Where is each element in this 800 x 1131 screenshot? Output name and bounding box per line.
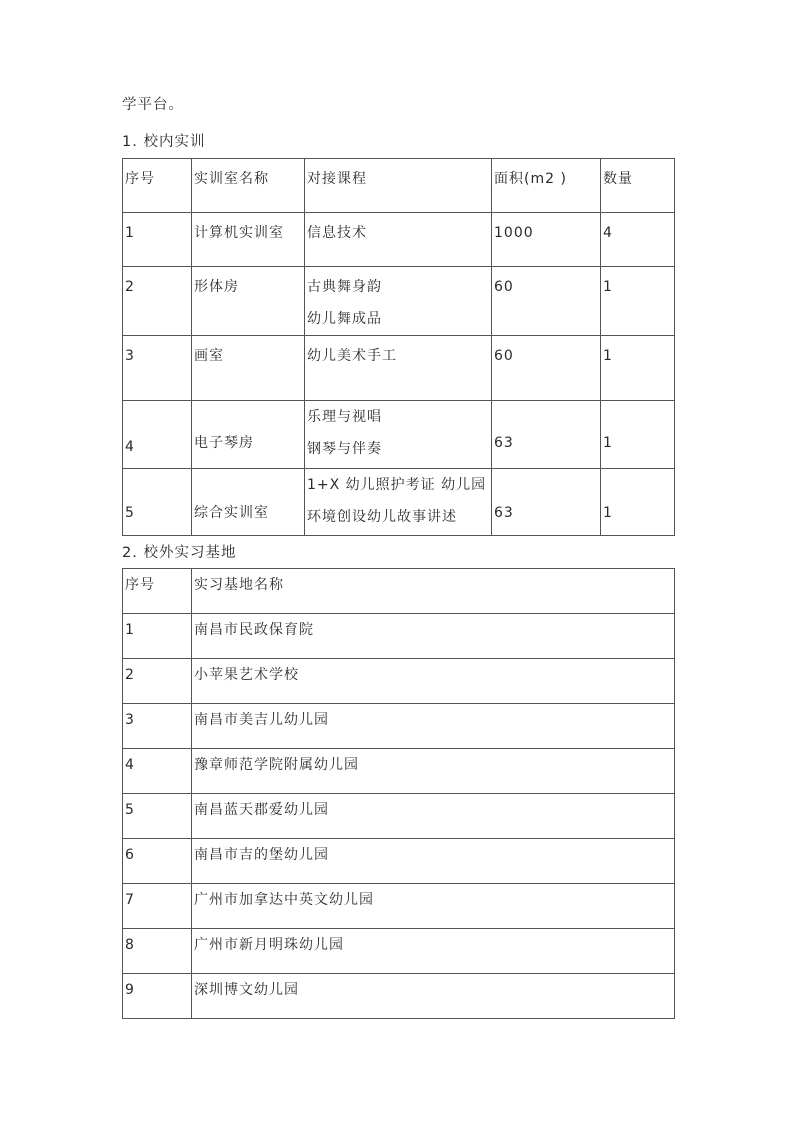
row-area: 60 bbox=[494, 279, 514, 295]
row-no: 9 bbox=[125, 982, 135, 998]
table-cell bbox=[192, 704, 675, 749]
table-header-row bbox=[123, 159, 675, 213]
table-row bbox=[123, 884, 675, 929]
row-room-name: 电子琴房 bbox=[194, 435, 254, 451]
table-row bbox=[123, 839, 675, 884]
row-qty: 1 bbox=[603, 435, 613, 451]
table-cell bbox=[305, 401, 492, 469]
table-cell bbox=[192, 929, 675, 974]
oncampus-training-table bbox=[122, 158, 675, 536]
header-cell bbox=[305, 159, 492, 213]
row-no: 5 bbox=[125, 802, 135, 818]
row-no: 2 bbox=[125, 279, 135, 295]
header-cell bbox=[123, 569, 192, 614]
table-cell bbox=[123, 884, 192, 929]
table-cell bbox=[123, 974, 192, 1019]
row-no: 5 bbox=[125, 505, 135, 521]
header-cell bbox=[192, 569, 675, 614]
intro-text: 学平台。 bbox=[122, 97, 184, 113]
table-cell bbox=[492, 336, 601, 401]
row-area: 1000 bbox=[494, 225, 534, 241]
table-cell bbox=[123, 704, 192, 749]
table-cell bbox=[192, 267, 305, 336]
table-cell bbox=[192, 401, 305, 469]
row-base-name: 南昌市吉的堡幼儿园 bbox=[194, 847, 329, 863]
table-row bbox=[123, 974, 675, 1019]
row-course-line: 信息技术 bbox=[307, 225, 367, 241]
row-base-name: 南昌市民政保育院 bbox=[194, 622, 314, 638]
table-cell bbox=[492, 469, 601, 536]
table-row bbox=[123, 929, 675, 974]
table-cell bbox=[601, 336, 675, 401]
table-row bbox=[123, 267, 675, 336]
row-no: 4 bbox=[125, 757, 135, 773]
table-cell bbox=[123, 749, 192, 794]
table-cell bbox=[492, 213, 601, 267]
table-cell bbox=[123, 401, 192, 469]
table-row bbox=[123, 401, 675, 469]
row-course-line: 古典舞身韵 bbox=[307, 279, 382, 295]
row-no: 3 bbox=[125, 712, 135, 728]
table-cell bbox=[123, 614, 192, 659]
row-qty: 1 bbox=[603, 279, 613, 295]
table-cell bbox=[305, 469, 492, 536]
row-base-name: 小苹果艺术学校 bbox=[194, 667, 299, 683]
table-cell bbox=[192, 974, 675, 1019]
header-course: 对接课程 bbox=[307, 171, 367, 187]
table-cell bbox=[601, 469, 675, 536]
section1-heading: 1. 校内实训 bbox=[122, 134, 206, 150]
table-cell bbox=[601, 267, 675, 336]
table-cell bbox=[192, 614, 675, 659]
row-qty: 4 bbox=[603, 225, 613, 241]
table-cell bbox=[305, 213, 492, 267]
table-cell bbox=[123, 213, 192, 267]
row-qty: 1 bbox=[603, 348, 613, 364]
table-cell bbox=[123, 794, 192, 839]
row-room-name: 综合实训室 bbox=[194, 505, 269, 521]
table-cell bbox=[192, 794, 675, 839]
table-cell bbox=[123, 336, 192, 401]
table-cell bbox=[192, 749, 675, 794]
table-cell bbox=[601, 213, 675, 267]
offcampus-internship-table bbox=[122, 568, 675, 1019]
row-room-name: 形体房 bbox=[194, 279, 239, 295]
row-base-name: 广州市新月明珠幼儿园 bbox=[194, 937, 344, 953]
row-course-line: 1+X 幼儿照护考证 幼儿园 bbox=[307, 477, 487, 493]
table-cell bbox=[123, 659, 192, 704]
row-no: 2 bbox=[125, 667, 135, 683]
table-cell bbox=[192, 839, 675, 884]
table-row bbox=[123, 704, 675, 749]
table-cell bbox=[192, 469, 305, 536]
table-cell bbox=[123, 839, 192, 884]
header-qty: 数量 bbox=[603, 171, 633, 187]
table-cell bbox=[192, 213, 305, 267]
row-course-line: 乐理与视唱 bbox=[307, 409, 382, 425]
table-row bbox=[123, 213, 675, 267]
table-cell bbox=[123, 929, 192, 974]
row-base-name: 南昌蓝天郡爱幼儿园 bbox=[194, 802, 329, 818]
table-cell bbox=[305, 267, 492, 336]
table-row bbox=[123, 749, 675, 794]
header-room-name: 实训室名称 bbox=[194, 171, 269, 187]
header-cell bbox=[192, 159, 305, 213]
table-row bbox=[123, 614, 675, 659]
table-row bbox=[123, 469, 675, 536]
header-cell bbox=[601, 159, 675, 213]
row-no: 8 bbox=[125, 937, 135, 953]
header-no: 序号 bbox=[125, 171, 155, 187]
table-row bbox=[123, 659, 675, 704]
row-area: 63 bbox=[494, 505, 514, 521]
row-no: 7 bbox=[125, 892, 135, 908]
row-room-name: 画室 bbox=[194, 348, 224, 364]
row-room-name: 计算机实训室 bbox=[194, 225, 284, 241]
table-cell bbox=[192, 884, 675, 929]
row-course-line: 钢琴与伴奏 bbox=[307, 441, 382, 457]
row-no: 1 bbox=[125, 225, 135, 241]
row-no: 6 bbox=[125, 847, 135, 863]
row-no: 4 bbox=[125, 439, 135, 455]
row-area: 60 bbox=[494, 348, 514, 364]
header-cell bbox=[123, 159, 192, 213]
table-row bbox=[123, 336, 675, 401]
table-row bbox=[123, 794, 675, 839]
row-no: 3 bbox=[125, 348, 135, 364]
table-cell bbox=[123, 469, 192, 536]
header-no: 序号 bbox=[125, 577, 155, 593]
row-base-name: 豫章师范学院附属幼儿园 bbox=[194, 757, 359, 773]
row-base-name: 广州市加拿达中英文幼儿园 bbox=[194, 892, 374, 908]
row-base-name: 南昌市美吉儿幼儿园 bbox=[194, 712, 329, 728]
table-header-row bbox=[123, 569, 675, 614]
table-cell bbox=[492, 401, 601, 469]
header-area: 面积(m2 ) bbox=[494, 171, 567, 187]
row-base-name: 深圳博文幼儿园 bbox=[194, 982, 299, 998]
header-base-name: 实习基地名称 bbox=[194, 577, 284, 593]
header-cell bbox=[492, 159, 601, 213]
row-area: 63 bbox=[494, 435, 514, 451]
row-course-line: 幼儿美术手工 bbox=[307, 348, 397, 364]
table-cell bbox=[192, 336, 305, 401]
row-course-line: 环境创设幼儿故事讲述 bbox=[307, 509, 457, 525]
row-qty: 1 bbox=[603, 505, 613, 521]
section2-heading: 2. 校外实习基地 bbox=[122, 545, 237, 561]
table-cell bbox=[492, 267, 601, 336]
table-cell bbox=[601, 401, 675, 469]
row-course-line: 幼儿舞成品 bbox=[307, 311, 382, 327]
table-cell bbox=[305, 336, 492, 401]
table-cell bbox=[192, 659, 675, 704]
table-cell bbox=[123, 267, 192, 336]
row-no: 1 bbox=[125, 622, 135, 638]
